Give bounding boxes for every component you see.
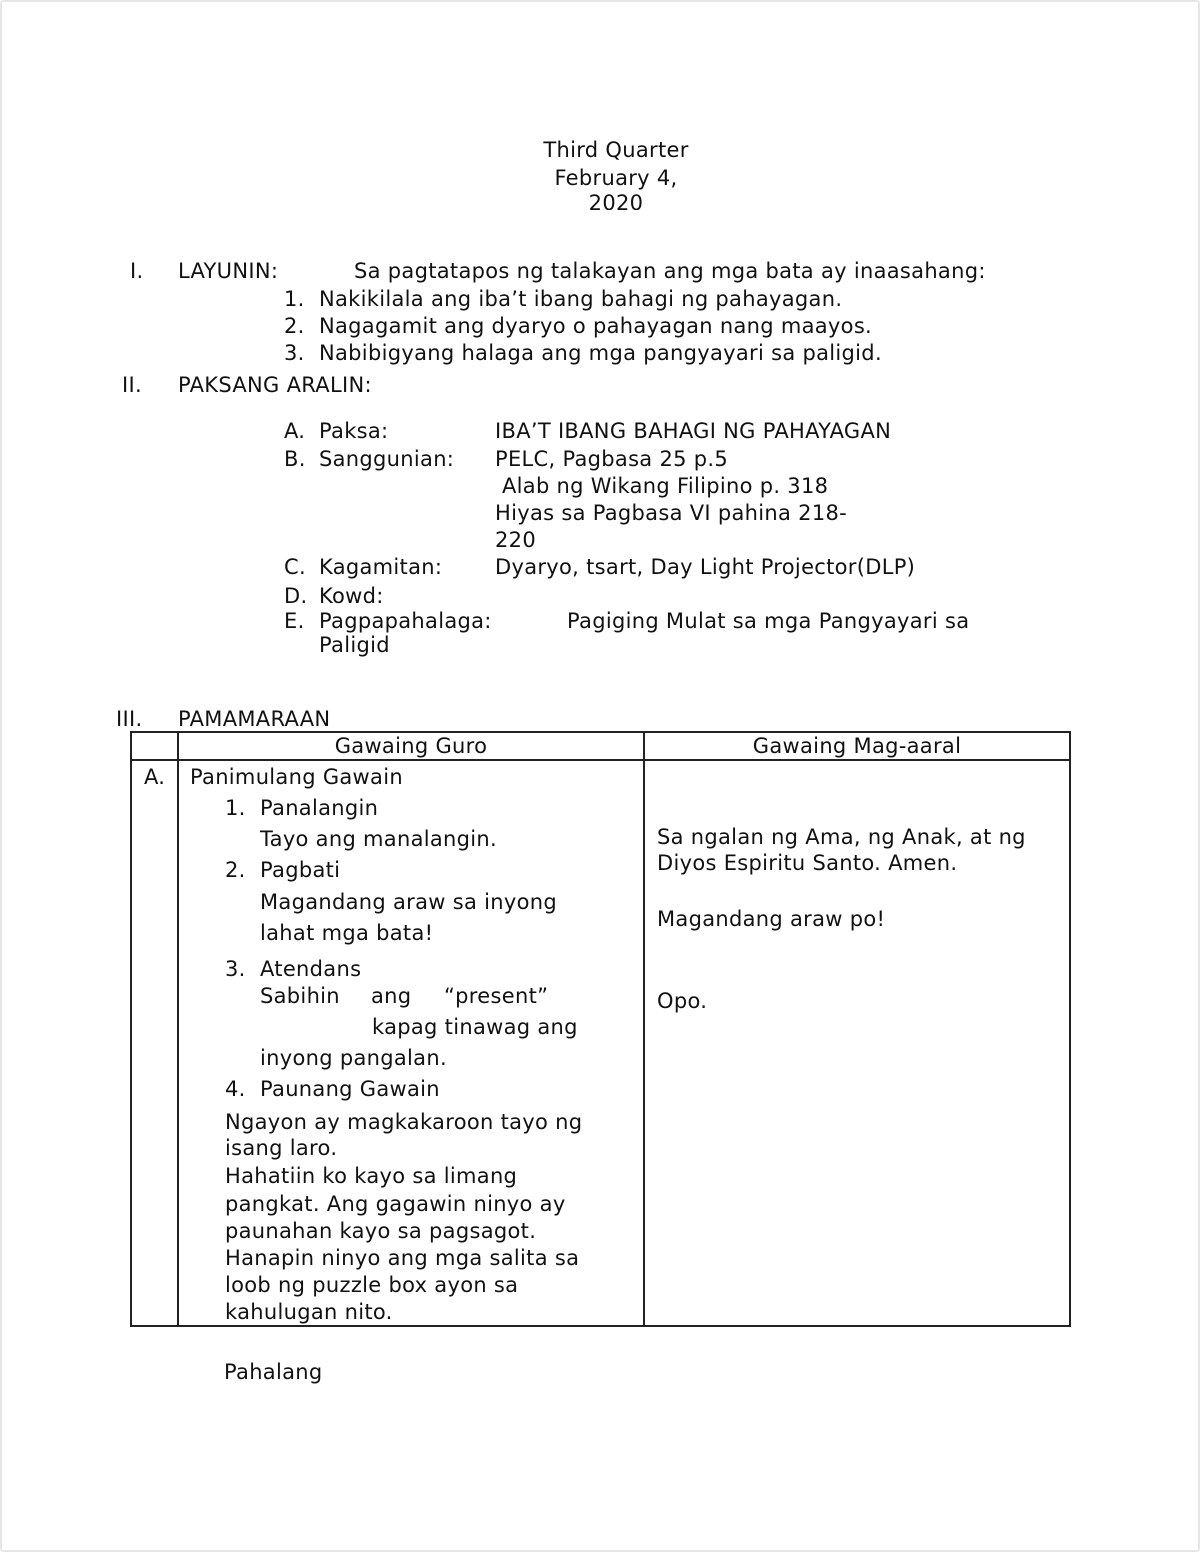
step-text: Sabihin bbox=[260, 984, 340, 1008]
paragraph-line: kahulugan nito. bbox=[225, 1300, 393, 1324]
item-c-letter: C. bbox=[284, 555, 306, 579]
step-title: Pagbati bbox=[260, 858, 341, 882]
section-3-title: PAMAMARAAN bbox=[178, 707, 331, 731]
paragraph-line: Ngayon ay magkakaroon tayo ng bbox=[225, 1110, 583, 1134]
row-letter: A. bbox=[144, 765, 166, 789]
student-response: Sa ngalan ng Ama, ng Anak, at ng bbox=[657, 825, 1026, 849]
item-b-value-line: Hiyas sa Pagbasa VI pahina 218- bbox=[495, 501, 848, 525]
item-d-label: Kowd: bbox=[319, 584, 384, 608]
section-3-numeral: III. bbox=[116, 707, 143, 731]
item-e-value-cont: Paligid bbox=[319, 633, 390, 657]
item-e-label: Pagpapahalaga: bbox=[319, 609, 492, 633]
objective-number: 1. bbox=[284, 287, 305, 311]
quarter-heading: Third Quarter bbox=[543, 138, 689, 162]
student-response: Diyos Espiritu Santo. Amen. bbox=[657, 851, 958, 875]
item-a-value: IBA’T IBANG BAHAGI NG PAHAYAGAN bbox=[495, 419, 892, 443]
step-text: lahat mga bata! bbox=[260, 921, 434, 945]
step-title: Atendans bbox=[260, 957, 362, 981]
step-text: Magandang araw sa inyong bbox=[260, 890, 557, 914]
header-teacher-cell: Gawaing Guro bbox=[178, 732, 644, 760]
objective-text: Nabibigyang halaga ang mga pangyayari sa paligid. bbox=[319, 341, 882, 365]
section-1-numeral: I. bbox=[130, 259, 144, 283]
objective-text: Nakikilala ang iba’t ibang bahagi ng pahayagan. bbox=[319, 287, 843, 311]
item-c-label: Kagamitan: bbox=[319, 555, 443, 579]
item-b-value-line: 220 bbox=[495, 528, 536, 552]
row-title: Panimulang Gawain bbox=[190, 765, 403, 789]
item-b-label: Sanggunian: bbox=[319, 447, 455, 471]
item-a-label: Paksa: bbox=[319, 419, 389, 443]
step-title: Paunang Gawain bbox=[260, 1077, 440, 1101]
student-response: Opo. bbox=[657, 989, 708, 1013]
section-1-intro: Sa pagtatapos ng talakayan ang mga bata ay inaasahang: bbox=[354, 259, 986, 283]
footer-text: Pahalang bbox=[224, 1360, 323, 1384]
row-letter-cell bbox=[131, 760, 178, 1326]
objective-number: 2. bbox=[284, 314, 305, 338]
step-text: Tayo ang manalangin. bbox=[260, 827, 498, 851]
step-number: 4. bbox=[225, 1077, 246, 1101]
paragraph-line: loob ng puzzle box ayon sa bbox=[225, 1273, 519, 1297]
item-c-value: Dyaryo, tsart, Day Light Projector(DLP) bbox=[495, 555, 916, 579]
item-d-letter: D. bbox=[284, 584, 308, 608]
step-text: “present” bbox=[444, 984, 549, 1008]
step-number: 1. bbox=[225, 796, 246, 820]
item-b-value-line: Alab ng Wikang Filipino p. 318 bbox=[495, 474, 829, 498]
header-empty-cell bbox=[131, 732, 178, 760]
objective-text: Nagagamit ang dyaryo o pahayagan nang maayos. bbox=[319, 314, 873, 338]
step-title: Panalangin bbox=[260, 796, 379, 820]
step-text: inyong pangalan. bbox=[260, 1046, 447, 1070]
header-student-cell: Gawaing Mag-aaral bbox=[644, 732, 1070, 760]
teacher-cell bbox=[178, 760, 644, 1326]
item-b-letter: B. bbox=[284, 447, 306, 471]
section-2-numeral: II. bbox=[122, 373, 142, 397]
paragraph-line: Hanapin ninyo ang mga salita sa bbox=[225, 1246, 580, 1270]
step-text: kapag tinawag ang bbox=[372, 1015, 578, 1039]
step-text: ang bbox=[371, 984, 412, 1008]
paragraph-line: paunahan kayo sa pagsagot. bbox=[225, 1219, 537, 1243]
date-line-2: 2020 bbox=[588, 191, 644, 210]
student-response: Magandang araw po! bbox=[657, 907, 886, 931]
paragraph-line: isang laro. bbox=[225, 1136, 338, 1160]
section-1-title: LAYUNIN: bbox=[178, 259, 279, 283]
date-line-1: February 4, bbox=[554, 166, 678, 190]
step-number: 2. bbox=[225, 858, 246, 882]
table-row bbox=[131, 760, 1070, 1326]
table-header-row bbox=[131, 732, 1070, 760]
item-e-value: Pagiging Mulat sa mga Pangyayari sa bbox=[567, 609, 970, 633]
step-number: 3. bbox=[225, 957, 246, 981]
student-cell bbox=[644, 760, 1070, 1326]
procedure-table bbox=[130, 731, 1071, 1327]
paragraph-line: Hahatiin ko kayo sa limang bbox=[225, 1164, 518, 1188]
item-e-letter: E. bbox=[284, 609, 305, 633]
section-2-title: PAKSANG ARALIN: bbox=[178, 373, 372, 397]
objective-number: 3. bbox=[284, 341, 305, 365]
item-b-value-line: PELC, Pagbasa 25 p.5 bbox=[495, 447, 729, 471]
paragraph-line: pangkat. Ang gagawin ninyo ay bbox=[225, 1192, 566, 1216]
item-a-letter: A. bbox=[284, 419, 306, 443]
